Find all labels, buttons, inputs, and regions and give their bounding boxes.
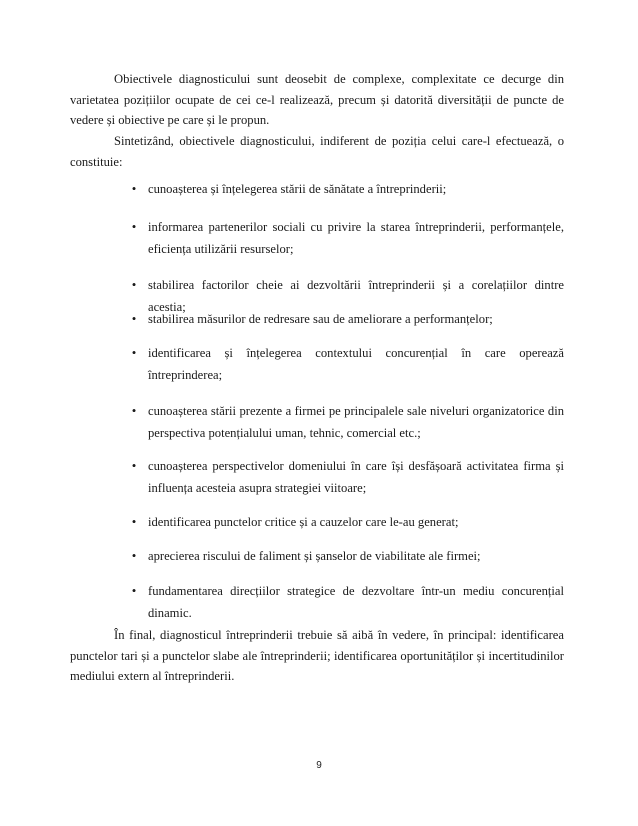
bullet-icon: • bbox=[131, 311, 137, 326]
page-number: 9 bbox=[316, 760, 322, 771]
bullet-icon: • bbox=[131, 277, 137, 292]
list-item-text: informarea partenerilor sociali cu privire la starea întreprinderii, performanțele, eficiența utilizării resurselor; bbox=[148, 220, 564, 256]
list-item-text: stabilirea măsurilor de redresare sau de ameliorare a performanțelor; bbox=[148, 312, 493, 326]
list-item-text: cunoașterea perspectivelor domeniului în care își desfășoară activitatea firma și influența acesteia asupra strategiei viitoare; bbox=[148, 459, 564, 495]
list-item-text: stabilirea factorilor cheie ai dezvoltării întreprinderii și a corelațiilor dintre acestia; bbox=[148, 278, 564, 314]
summary-paragraph: Sintetizând, obiectivele diagnosticului, indiferent de poziția celui care-l efectuează, o constituie: bbox=[70, 134, 564, 169]
bullet-icon: • bbox=[131, 181, 137, 196]
list-item-text: aprecierea riscului de faliment și șanselor de viabilitate ale firmei; bbox=[148, 549, 481, 563]
list-item-text: identificarea și înțelegerea contextului concurențial în care operează întreprinderea; bbox=[148, 346, 564, 382]
bullet-icon: • bbox=[131, 403, 137, 418]
bullet-icon: • bbox=[131, 458, 137, 473]
bullet-icon: • bbox=[131, 219, 137, 234]
bullet-icon: • bbox=[131, 345, 137, 360]
list-item-text: identificarea punctelor critice și a cauzelor care le-au generat; bbox=[148, 515, 459, 529]
conclusion-paragraph: În final, diagnosticul întreprinderii trebuie să aibă în vedere, în principal: identificarea punctelor tari și a punctelor slabe ale întreprinderii; identificarea oportunităților și incertitudinilor mediului extern al întreprinderii. bbox=[70, 628, 564, 683]
list-item-text: cunoașterea și înțelegerea stării de sănătate a întreprinderii; bbox=[148, 182, 447, 196]
list-item-text: cunoașterea stării prezente a firmei pe principalele sale niveluri organizatorice din perspectiva potențialului uman, tehnic, comercial etc.; bbox=[148, 404, 564, 440]
bullet-icon: • bbox=[131, 514, 137, 529]
bullet-icon: • bbox=[131, 548, 137, 563]
bullet-icon: • bbox=[131, 583, 137, 598]
intro-paragraph: Obiectivele diagnosticului sunt deosebit de complexe, complexitate ce decurge din varietatea pozițiilor ocupate de cei ce-l realizează, precum și datorită diversității de puncte de vedere și obiective pe care și le propun. bbox=[70, 72, 564, 127]
list-item-text: fundamentarea direcțiilor strategice de dezvoltare într-un mediu concurențial dinamic. bbox=[148, 584, 564, 620]
